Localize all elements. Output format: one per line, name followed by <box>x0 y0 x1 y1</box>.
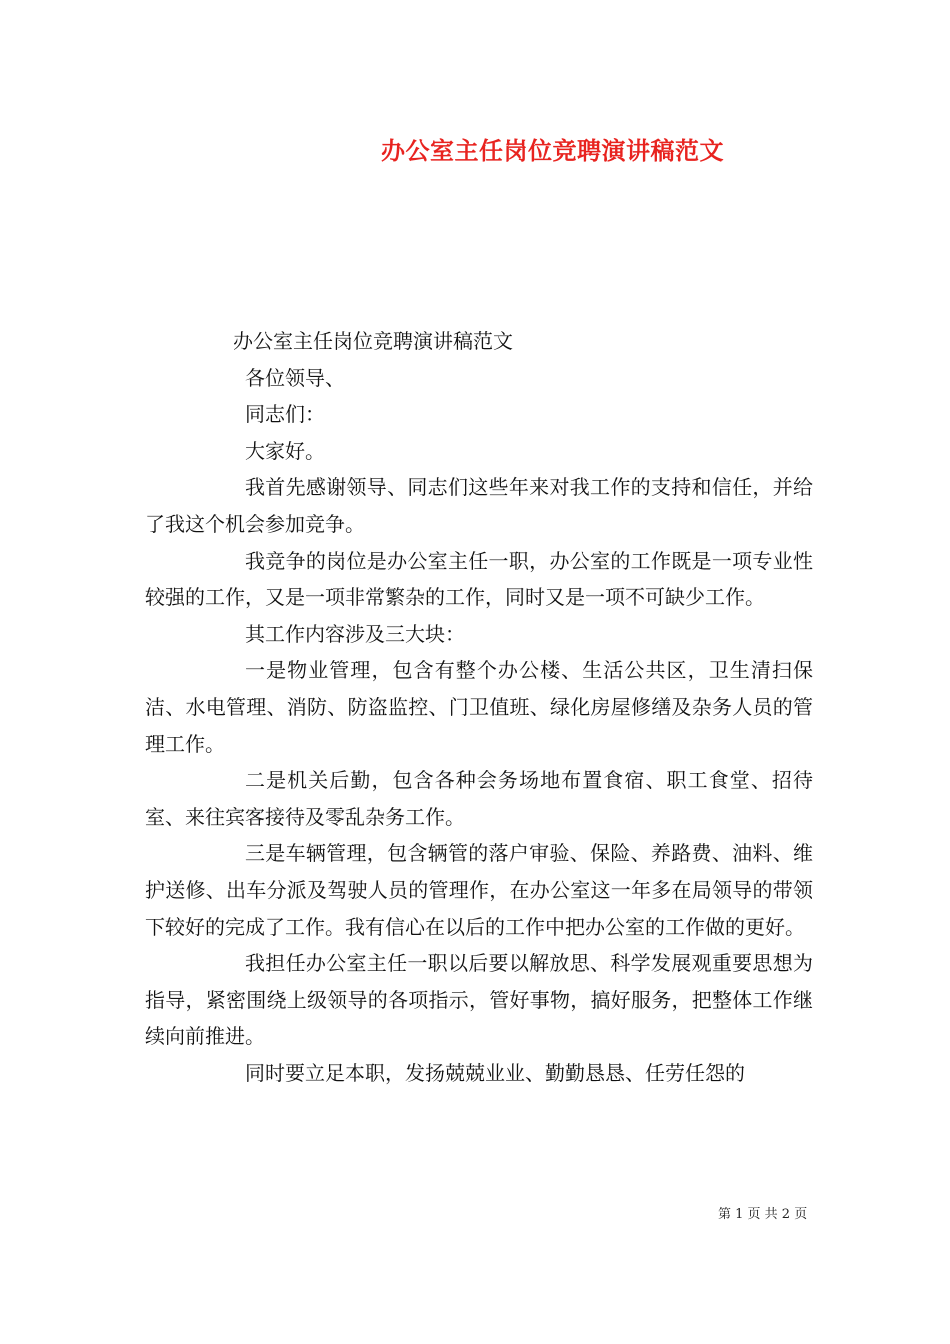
paragraph-scope: 其工作内容涉及三大块： <box>245 621 465 646</box>
page-title: 办公室主任岗位竞聘演讲稿范文 <box>381 136 724 165</box>
document-body <box>145 323 813 1091</box>
paragraph-commitment: 同时要立足本职，发扬兢兢业业、勤勤恳恳、任劳任怨的 <box>245 1060 745 1085</box>
salutation-leaders: 各位领导、 <box>245 365 345 390</box>
page-footer: 第 1 页 共 2 页 <box>718 1207 808 1222</box>
salutation-comrades: 同志们： <box>245 402 325 427</box>
body-heading: 办公室主任岗位竞聘演讲稿范文 <box>233 329 513 353</box>
paragraph-thanks: 我首先感谢领导、同志们这些年来对我工作的支持和信任，并给了我这个机会参加竞争。 <box>145 475 813 536</box>
paragraph-position: 我竞争的岗位是办公室主任一职，办公室的工作既是一项专业性较强的工作，又是一项非常繁杂的工作，同时又是一项不可缺少工作。 <box>145 548 813 610</box>
greeting: 大家好。 <box>245 438 325 463</box>
paragraph-plan: 我担任办公室主任一职以后要以解放思、科学发展观重要思想为指导，紧密围绕上级领导的各项指示，管好事物，搞好服务，把整体工作继续向前推进。 <box>145 951 813 1049</box>
paragraph-property: 一是物业管理，包含有整个办公楼、生活公共区，卫生清扫保洁、水电管理、消防、防盗监控、门卫值班、绿化房屋修缮及杂务人员的管理工作。 <box>145 658 813 756</box>
paragraph-vehicles: 三是车辆管理，包含辆管的落户审验、保险、养路费、油料、维护送修、出车分派及驾驶人员的管理作，在办公室这一年多在局领导的带领下较好的完成了工作。我有信心在以后的工作中把办公室的工作做的更好。 <box>145 841 813 939</box>
paragraph-logistics: 二是机关后勤，包含各种会务场地布置食宿、职工食堂、招待室、来往宾客接待及零乱杂务工作。 <box>145 768 813 829</box>
